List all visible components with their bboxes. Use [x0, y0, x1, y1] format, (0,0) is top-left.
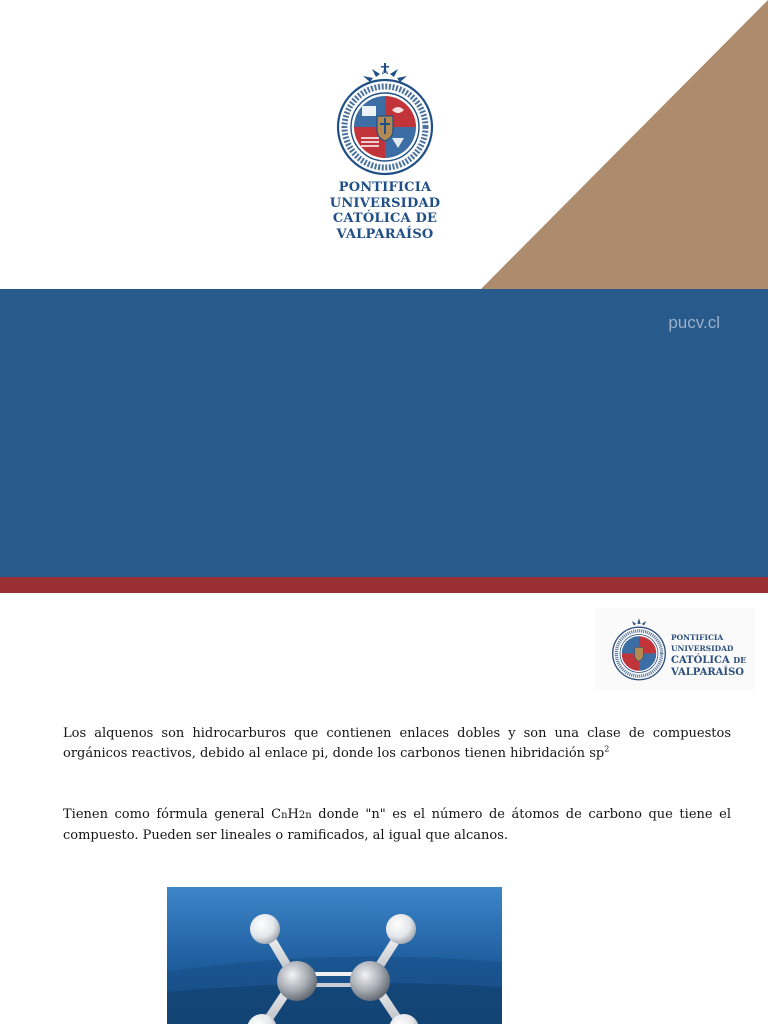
university-seal-icon [611, 616, 667, 682]
cover-header [0, 0, 768, 289]
paragraph-text: donde "n" es el número de átomos de carbono que tiene el compuesto. Pueden ser lineales o ramificados, al igual que alcanos. [63, 807, 731, 843]
formula-element: H [287, 807, 299, 822]
university-name-line: VALPARAÍSO [336, 226, 434, 242]
page-logo-name [671, 633, 746, 679]
page-logo-line [671, 654, 746, 667]
cover-red-stripe [0, 577, 768, 593]
university-seal-icon [336, 60, 434, 178]
paragraph-alkenes-definition [63, 724, 731, 764]
university-name-line: CATÓLICA DE [332, 211, 438, 226]
paragraph-text: Tienen como fórmula general C [63, 807, 282, 822]
page-logo-line: VALPARAÍSO [671, 667, 745, 678]
page-logo-word: DE [733, 655, 747, 665]
university-name [300, 180, 470, 242]
page-logo-line: UNIVERSIDAD [671, 643, 734, 653]
formula-subscript: 2n [298, 810, 312, 821]
page-logo-line: PONTIFICIA [671, 633, 724, 642]
website-url[interactable]: pucv.cl [668, 313, 720, 332]
paragraph-general-formula [63, 805, 731, 846]
cover-blue-band [0, 289, 768, 577]
page-header-logo [595, 608, 755, 690]
university-name-line: PONTIFICIA [338, 180, 432, 195]
formula-subscript: n [281, 810, 288, 821]
paragraph-text: Los alquenos son hidrocarburos que contienen enlaces dobles y son una clase de compuestos orgánicos reactivos, debido al enlace pi, donde los carbonos tienen hibridación sp [63, 726, 731, 761]
ethene-molecule-image [167, 887, 502, 1024]
university-name-line: UNIVERSIDAD [329, 195, 441, 211]
page-logo-word: CATÓLICA [671, 655, 730, 666]
superscript: 2 [604, 744, 610, 754]
